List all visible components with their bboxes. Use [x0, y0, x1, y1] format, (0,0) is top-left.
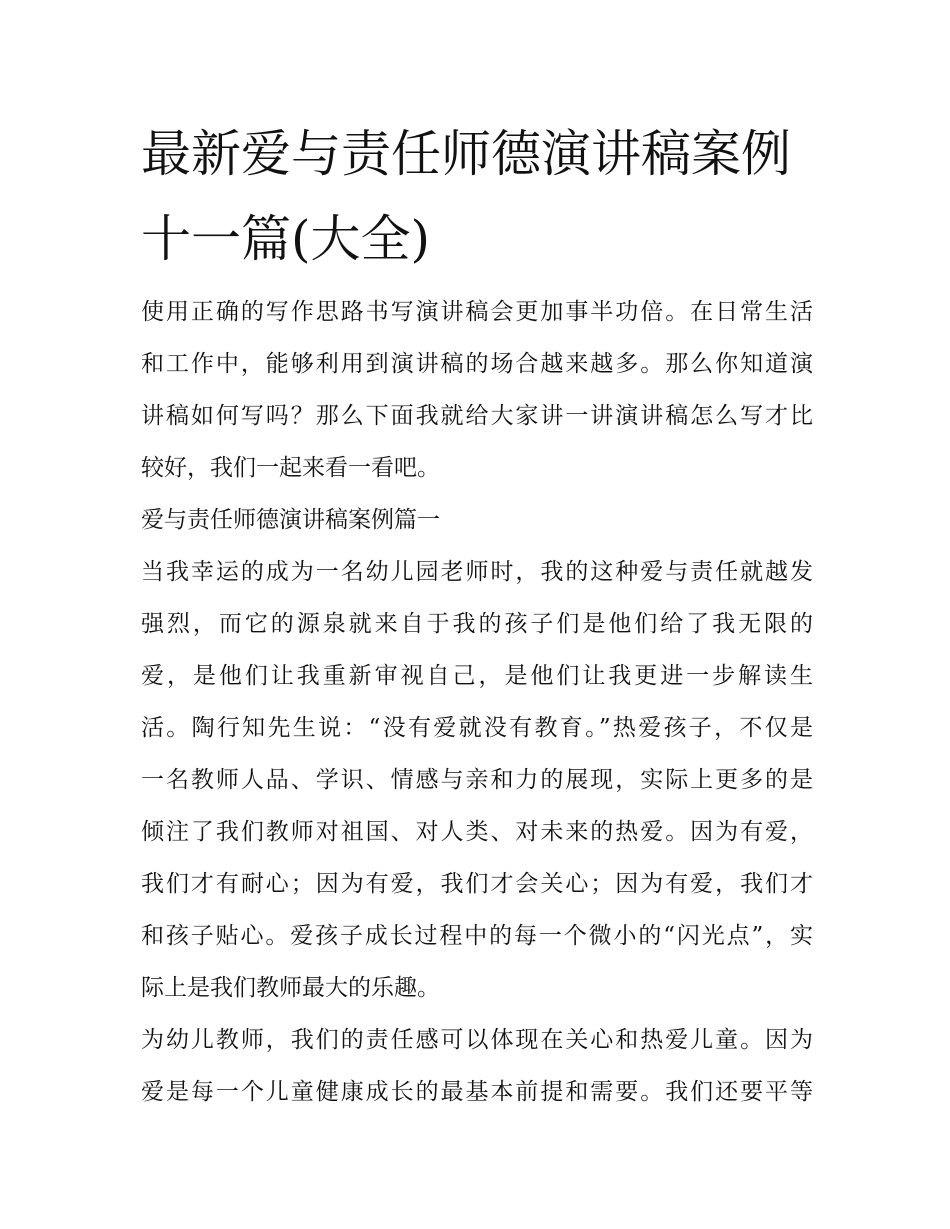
intro-line: 使用正确的写作思路书写演讲稿会更加事半功倍。在日常生活 [141, 299, 813, 325]
title-line-2: 十一篇(大全) [141, 210, 431, 268]
paragraph-1 [141, 546, 813, 1014]
document-title [141, 112, 813, 282]
title-line-1: 最新爱与责任师德演讲稿案例 [141, 125, 791, 183]
paragraph-line: 爱，是他们让我重新审视自己，是他们让我更进一步解读生 [141, 663, 813, 689]
intro-line: 讲稿如何写吗？那么下面我就给大家讲一讲演讲稿怎么写才比 [141, 403, 813, 429]
intro-line: 较好，我们一起来看一看吧。 [141, 455, 440, 481]
paragraph-line: 活。陶行知先生说：“没有爱就没有教育。”热爱孩子，不仅是 [141, 715, 813, 741]
paragraph-2 [141, 1014, 813, 1118]
paragraph-line: 当我幸运的成为一名幼儿园老师时，我的这种爱与责任就越发 [141, 559, 813, 585]
document-page [141, 112, 813, 1118]
paragraph-line: 倾注了我们教师对祖国、对人类、对未来的热爱。因为有爱， [141, 819, 813, 845]
paragraph-line: 我们才有耐心；因为有爱，我们才会关心；因为有爱，我们才 [141, 871, 813, 897]
intro-line: 和工作中，能够利用到演讲稿的场合越来越多。那么你知道演 [141, 351, 813, 377]
intro-paragraph [141, 286, 813, 494]
document-body [141, 286, 813, 1118]
section-heading: 爱与责任师德演讲稿案例篇一 [141, 507, 440, 533]
paragraph-line: 爱是每一个儿童健康成长的最基本前提和需要。我们还要平等 [141, 1079, 813, 1105]
paragraph-line: 为幼儿教师，我们的责任感可以体现在关心和热爱儿童。因为 [141, 1027, 813, 1053]
paragraph-line: 一名教师人品、学识、情感与亲和力的展现，实际上更多的是 [141, 767, 813, 793]
paragraph-line: 际上是我们教师最大的乐趣。 [141, 975, 440, 1001]
paragraph-line: 和孩子贴心。爱孩子成长过程中的每一个微小的“闪光点”，实 [141, 923, 813, 949]
paragraph-line: 强烈，而它的源泉就来自于我的孩子们是他们给了我无限的 [141, 611, 813, 637]
